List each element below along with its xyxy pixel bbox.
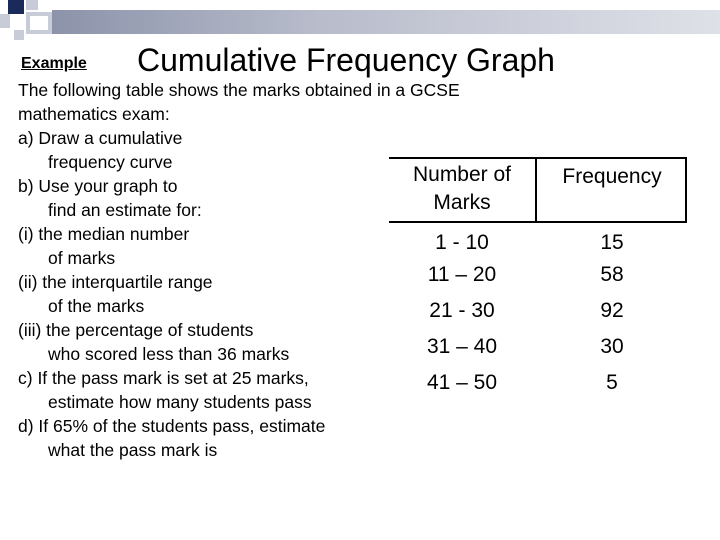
question-line: c) If the pass mark is set at 25 marks, [18,368,309,388]
table-header-marks [389,161,535,217]
question-line: frequency curve [48,152,173,172]
question-line: who scored less than 36 marks [48,344,290,364]
question-line: estimate how many students pass [48,392,312,412]
table-cell-marks: 21 - 30 [429,299,495,322]
decorative-square [26,0,38,10]
question-line: (i) the median number [18,224,190,244]
decorative-square [14,30,24,40]
table-cell-frequency: 58 [600,263,624,286]
question-line: (iii) the percentage of students [18,320,254,340]
question-line: of the marks [48,296,145,316]
table-cell-marks: 31 – 40 [426,335,498,358]
table-cell-marks: 41 – 50 [426,371,498,394]
example-label: Example [21,55,87,72]
table-cell-frequency: 92 [600,299,624,322]
decorative-square [0,14,10,28]
table-header-marks-line2: Marks [433,191,491,214]
table-header-frequency: Frequency [562,165,662,188]
decorative-header-pattern [0,0,720,40]
table-cell-frequency: 15 [600,231,624,254]
question-line: of marks [48,248,116,268]
page-title: Cumulative Frequency Graph [137,42,555,78]
question-line: The following table shows the marks obtained in a GCSE [18,80,460,100]
table-header-marks-line1: Number of [412,163,512,186]
question-line: mathematics exam: [18,104,170,124]
table-header-rule [389,221,687,223]
question-text [18,78,460,462]
decorative-header-strip [52,10,720,34]
question-line: (ii) the interquartile range [18,272,213,292]
decorative-square [30,16,48,30]
question-line: a) Draw a cumulative [18,128,183,148]
question-line: b) Use your graph to [18,176,178,196]
table-cell-marks: 1 - 10 [435,231,489,254]
question-line: d) If 65% of the students pass, estimate [18,416,326,436]
question-line: what the pass mark is [48,440,218,460]
question-line: find an estimate for: [48,200,202,220]
frequency-table [389,157,687,397]
table-cell-frequency: 30 [600,335,624,358]
table-cell-frequency: 5 [606,371,618,394]
decorative-square [8,0,24,14]
table-cell-marks: 11 – 20 [427,263,497,286]
